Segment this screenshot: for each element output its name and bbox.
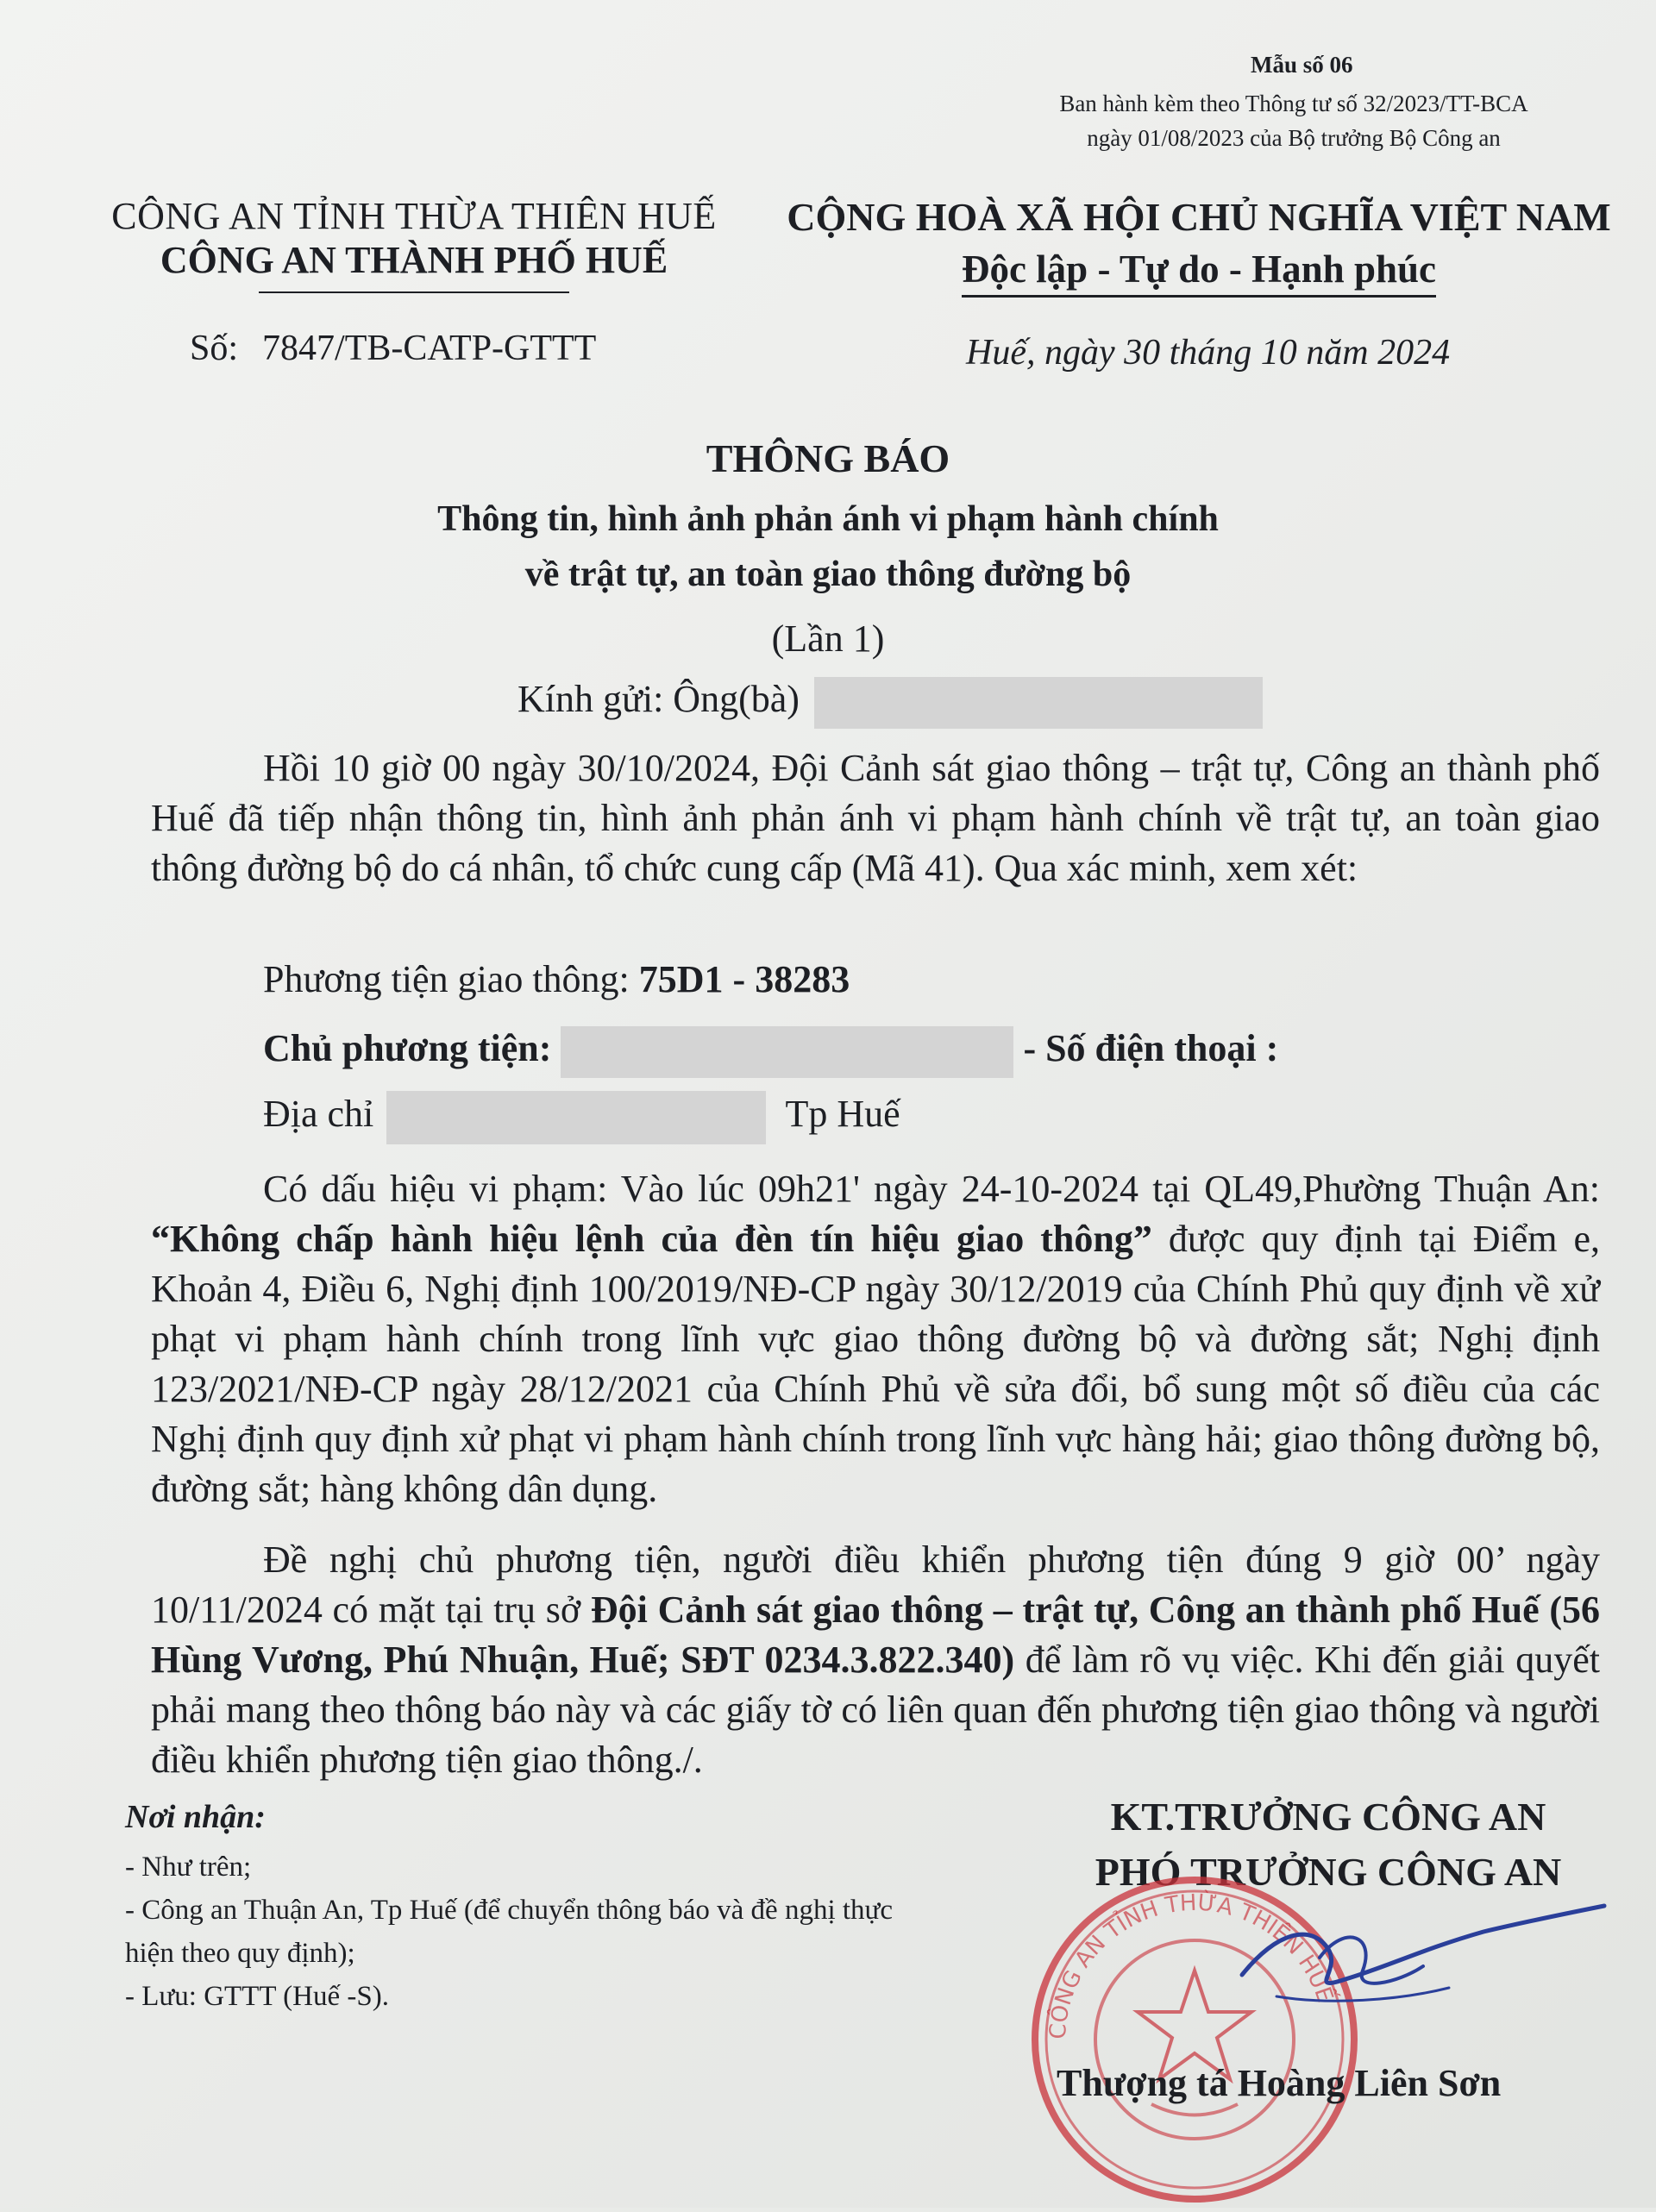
address-redaction <box>386 1091 766 1144</box>
address-line <box>263 1091 900 1144</box>
signature-title-line-2: PHÓ TRƯỞNG CÔNG AN <box>1095 1850 1562 1894</box>
request-office: Đội Cảnh sát giao thông – trật tự, Công an thành phố Huế (56 Hùng Vương, Phú Nhuận, Huế; SĐT 0234.3.822.340) <box>151 1589 1600 1681</box>
recipient-redaction <box>814 677 1263 729</box>
phone-label: - Số điện thoại : <box>1023 1027 1279 1070</box>
issued-line-2: ngày 01/08/2023 của Bộ trưởng Bộ Công an <box>1087 125 1501 151</box>
receiver-item: - Công an Thuận An, Tp Huế (để chuyển thông báo và đề nghị thực hiện theo quy định); <box>125 1895 894 1969</box>
receiver-item: - Lưu: GTTT (Huế -S). <box>125 1981 389 2012</box>
subtitle-line-1: Thông tin, hình ảnh phản ánh vi phạm hành chính <box>437 499 1219 539</box>
document-number-label: Số: <box>190 329 239 368</box>
request-text-post: để làm rõ vụ việc. Khi đến giải quyết phải mang theo thông báo này và các giấy tờ có liên quan đến phương tiện giao thông và người điều khiển phương tiện giao thông./. <box>151 1639 1600 1781</box>
issued-note <box>992 86 1596 155</box>
nation-motto: Độc lập - Tự do - Hạnh phúc <box>962 247 1436 298</box>
address-city: Tp Huế <box>785 1093 900 1136</box>
nation-header <box>785 194 1613 298</box>
agency-header <box>69 194 759 298</box>
vehicle-line <box>263 957 850 1001</box>
violation-paragraph <box>151 1164 1600 1514</box>
notice-times: (Lần 1) <box>771 617 885 660</box>
address-label: Địa chỉ <box>263 1093 374 1136</box>
document-subtitle <box>0 492 1656 602</box>
owner-label: Chủ phương tiện: <box>263 1027 552 1070</box>
violation-title: “Không chấp hành hiệu lệnh của đèn tín hiệu giao thông” <box>151 1218 1152 1260</box>
place-date: Huế, ngày 30 tháng 10 năm 2024 <box>966 333 1451 373</box>
receiver-item: - Như trên; <box>125 1852 252 1883</box>
receivers-title: Nơi nhận: <box>125 1799 266 1835</box>
owner-redaction <box>561 1026 1013 1078</box>
agency-unit: CÔNG AN THÀNH PHỐ HUẾ <box>160 239 668 281</box>
signer-name: Thượng tá Hoàng Liên Sơn <box>1057 2062 1502 2104</box>
agency-underline <box>259 291 569 293</box>
owner-line <box>263 1026 1278 1078</box>
agency-parent: CÔNG AN TỈNH THỪA THIÊN HUẾ <box>111 195 717 237</box>
handwritten-signature <box>1225 1897 1622 2018</box>
seal-text: CÔNG AN TỈNH THỪA THIÊN HUẾ <box>1044 1889 1339 2040</box>
violation-text-post: được quy định tại Điểm e, Khoản 4, Điều 6, Nghị định 100/2019/NĐ-CP ngày 30/12/2019 của Chính Phủ quy định về xử phạt vi phạm hành chính trong lĩnh vực giao thông đường bộ và đường sắt; Nghị định 123/2021/NĐ-CP ngày 28/12/2021 của Chính Phủ về sửa đổi, bổ sung một số điều của các Nghị định quy định xử phạt vi phạm hành chính trong lĩnh vực hàng hải; giao thông đường bộ, đường sắt; hàng không dân dụng. <box>151 1218 1600 1510</box>
issued-line-1: Ban hành kèm theo Thông tư số 32/2023/TT-BCA <box>1059 91 1528 116</box>
document-number <box>190 328 596 369</box>
document-number-value: 7847/TB-CATP-GTTT <box>262 329 597 368</box>
receivers-list <box>125 1845 919 2018</box>
nation-name: CỘNG HOÀ XÃ HỘI CHỦ NGHĨA VIỆT NAM <box>787 195 1611 239</box>
violation-text-pre: Có dấu hiệu vi phạm: Vào lúc 09h21' ngày 24-10-2024 tại QL49,Phường Thuận An: <box>263 1168 1600 1210</box>
form-number: Mẫu số 06 <box>1251 52 1353 78</box>
recipient-label: Kính gửi: Ông(bà) <box>518 678 800 721</box>
vehicle-label: Phương tiện giao thông: <box>263 958 630 1000</box>
signature-title-line-1: KT.TRƯỞNG CÔNG AN <box>1110 1795 1546 1839</box>
intro-paragraph: Hồi 10 giờ 00 ngày 30/10/2024, Đội Cảnh sát giao thông – trật tự, Công an thành phố Huế đã tiếp nhận thông tin, hình ảnh phản ánh vi phạm hành chính về trật tự, an toàn giao thông đường bộ do cá nhân, tổ chức cung cấp (Mã 41). Qua xác minh, xem xét: <box>151 747 1600 889</box>
request-text-pre: Đề nghị chủ phương tiện, người điều khiển phương tiện đúng 9 giờ 00’ ngày 10/11/2024 có mặt tại trụ sở <box>151 1538 1600 1631</box>
vehicle-plate: 75D1 - 38283 <box>638 958 850 1000</box>
subtitle-line-2: về trật tự, an toàn giao thông đường bộ <box>524 555 1132 594</box>
request-paragraph <box>151 1535 1600 1785</box>
document-title: THÔNG BÁO <box>706 436 950 480</box>
recipient-line <box>518 677 1263 729</box>
